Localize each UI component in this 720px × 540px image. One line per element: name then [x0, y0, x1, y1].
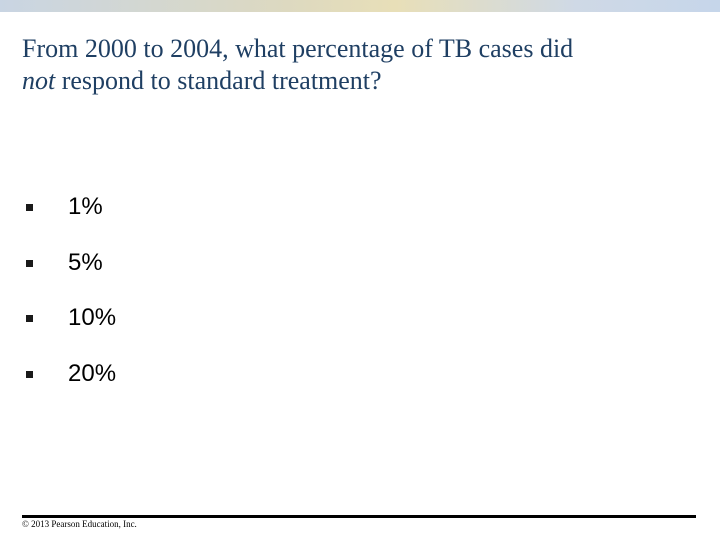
- slide-title: [22, 33, 702, 97]
- top-decorative-bar: [0, 0, 720, 12]
- copyright-notice: © 2013 Pearson Education, Inc.: [22, 519, 137, 529]
- answer-option: [26, 190, 103, 224]
- answer-option-label: 20%: [68, 360, 117, 387]
- title-line-2: respond to standard treatment?: [55, 66, 382, 95]
- answer-option-label: 5%: [68, 249, 103, 276]
- title-emphasis: not: [22, 66, 56, 95]
- square-bullet-icon: [26, 371, 33, 378]
- square-bullet-icon: [26, 315, 33, 322]
- square-bullet-icon: [26, 260, 33, 267]
- answer-option-label: 1%: [68, 193, 103, 220]
- title-line-1: From 2000 to 2004, what percentage of TB cases did: [22, 34, 574, 63]
- answer-option: [26, 246, 103, 280]
- answer-option: [26, 301, 116, 335]
- answer-option: [26, 357, 116, 391]
- answer-option-label: 10%: [68, 304, 117, 331]
- square-bullet-icon: [26, 204, 33, 211]
- footer-divider: [22, 515, 696, 518]
